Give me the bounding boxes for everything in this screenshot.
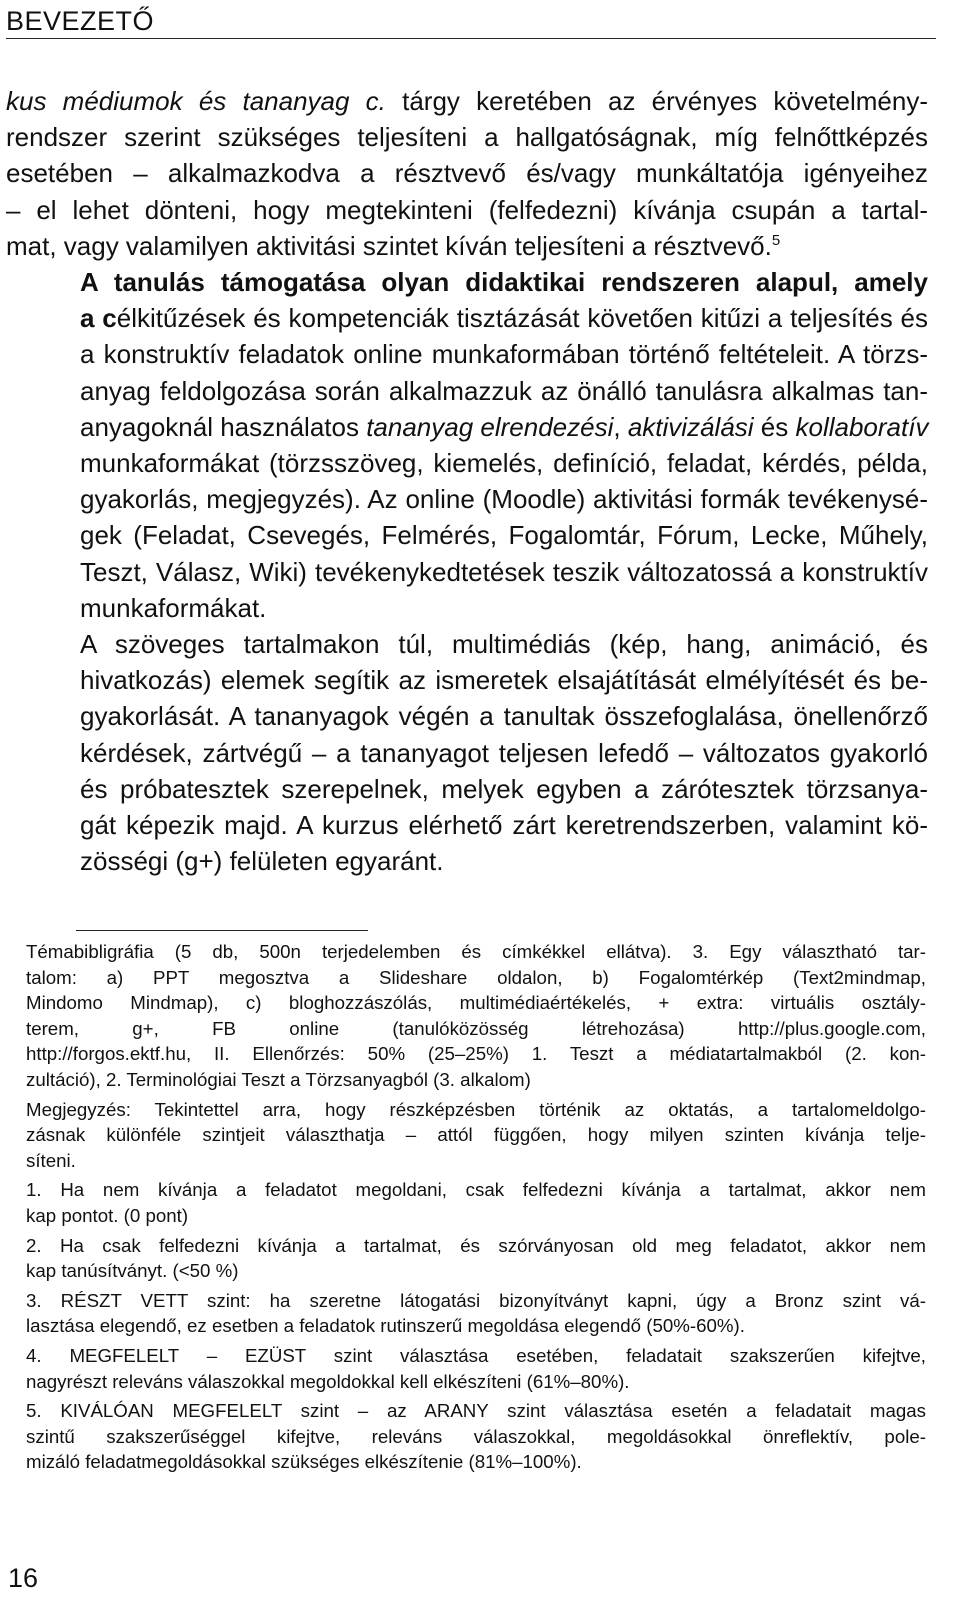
- text-line: a célkitűzések és kompetenciák tisztázását követően kitűzi a teljesítés és: [80, 303, 928, 334]
- text-line: esetében – alkalmazkodva a résztvevő és/vagy munkáltatója igényeihez: [6, 158, 928, 189]
- text-line: mat, vagy valamilyen aktivitási szintet kíván teljesíteni a résztvevő.$^5$: [6, 230, 781, 261]
- main-text: [6, 83, 928, 879]
- footnote-line: zultáció), 2. Terminológiai Teszt a Törzsanyagból (3. alkalom): [26, 1068, 531, 1090]
- footnote-line: 1. Ha nem kívánja a feladatot megoldani, csak felfedezni kívánja a tartalmat, akkor nem: [26, 1179, 926, 1201]
- text-line: Teszt, Válasz, Wiki) tevékenykedtetések teszik változatossá a konstruktív: [80, 556, 928, 587]
- footnote-line: kap tanúsítványt. (<50 %): [26, 1260, 239, 1282]
- footnote-level-item: [6, 1288, 926, 1339]
- text-line: – el lehet dönteni, hogy megtekinteni (felfedezni) kívánja csupán a tartal-: [6, 194, 928, 225]
- page-number: 16: [8, 1563, 39, 1593]
- text-line: anyag feldolgozása során alkalmazzuk az önálló tanulásra alkalmas tan-: [80, 375, 928, 406]
- paragraph-3: [6, 626, 928, 879]
- text-line: zösségi (g+) felületen egyaránt.: [80, 846, 444, 877]
- footnote-5: [6, 1097, 926, 1174]
- text-line: rendszer szerint szükséges teljesíteni a hallgatóságnak, míg felnőttképzés: [6, 122, 928, 153]
- footnote-line: mizáló feladatmegoldásokkal szükséges elkészítenie (81%–100%).: [26, 1451, 582, 1473]
- text-line: gyakorlását. A tananyagok végén a tanultak összefoglalása, önellenőrző: [80, 701, 928, 732]
- text-line: anyagoknál használatos tananyag elrendezési, aktivizálási és kollaboratív: [80, 411, 929, 442]
- text-line: kérdések, zártvégű – a tananyagot teljesen lefedő – változatos gyakorló: [80, 737, 928, 768]
- footnote-line: kap pontot. (0 pont): [26, 1204, 189, 1226]
- footnote-5-text: [26, 1097, 926, 1174]
- footnote-5-levels: [6, 1173, 926, 1475]
- footnote-line: 3. RÉSZT VETT szint: ha szeretne látogatási bizonyítványt kapni, úgy a Bronz szint vá-: [26, 1289, 926, 1311]
- footnote-level-item: [6, 1343, 926, 1394]
- footnote-line: szintű szakszerűséggel kifejtve, releváns válaszokkal, megoldásokkal önreflektív, pole-: [26, 1425, 926, 1447]
- text-line: A szöveges tartalmakon túl, multimédiás (kép, hang, animáció, és: [80, 629, 928, 660]
- footnote-line: Témabibligráfia (5 db, 500n terjedelemben és címkékkel ellátva). 3. Egy választható tar-: [26, 941, 926, 962]
- text-line: munkaformákat.: [80, 592, 267, 623]
- paragraph-2: [6, 264, 928, 626]
- footnote-separator: [76, 930, 368, 931]
- footnote-continued: [6, 939, 926, 1093]
- footnote-line: http://forgos.ektf.hu, II. Ellenőrzés: 50% (25–25%) 1. Teszt a médiatartalmakból (2. kon-: [26, 1043, 926, 1065]
- footnote-line: síteni.: [26, 1149, 76, 1171]
- footnote-line: 2. Ha csak felfedezni kívánja a tartalmat, és szórványosan old meg feladatot, akkor nem: [26, 1234, 926, 1256]
- footnote-line: nagyrészt releváns válaszokkal megoldokkal kell elkészíteni (61%–80%).: [26, 1370, 630, 1392]
- footnote-line: zásnak különféle szintjeit választhatja – attól függően, hogy milyen szinten kívánja telje-: [26, 1124, 926, 1146]
- footnote-level-item: [6, 1233, 926, 1284]
- footnote-line: terem, g+, FB online (tanulóközösség létrehozása) http://plus.google.com,: [26, 1017, 926, 1039]
- paragraph-1: [6, 83, 928, 264]
- text-line: gek (Feladat, Csevegés, Felmérés, Fogalomtár, Fórum, Lecke, Műhely,: [80, 520, 928, 551]
- text-line: gyakorlás, megjegyzés). Az online (Moodle) aktivitási formák tevékenysé-: [80, 484, 928, 515]
- footnote-line: 4. MEGFELELT – EZÜST szint választása esetében, feladatait szakszerűen kifejtve,: [26, 1344, 926, 1366]
- text-line: A tanulás támogatása olyan didaktikai rendszeren alapul, amely: [80, 267, 928, 298]
- footnote-level-item: [6, 1398, 926, 1475]
- text-line: kus médiumok és tananyag c. tárgy keretében az érvényes követelmény-: [6, 86, 928, 116]
- text-line: a konstruktív feladatok online munkaformában történő feltételeit. A törzs-: [80, 339, 928, 370]
- text-line: hivatkozás) elemek segítik az ismeretek elsajátítását elmélyítését és be-: [80, 665, 928, 696]
- running-header: [6, 0, 936, 39]
- footnote-level-item: [6, 1177, 926, 1228]
- header-title: BEVEZETŐ: [6, 6, 155, 36]
- text-line: munkaformákat (törzsszöveg, kiemelés, definíció, feladat, kérdés, példa,: [80, 448, 928, 479]
- footnote-line: Mindomo Mindmap), c) bloghozzászólás, multimédiaértékelés, + extra: virtuális osztály-: [26, 992, 926, 1014]
- footnote-line: talom: a) PPT megosztva a Slideshare oldalon, b) Fogalomtérkép (Text2mindmap,: [26, 966, 926, 988]
- footnote-line: 5. KIVÁLÓAN MEGFELELT szint – az ARANY szint választása esetén a feladatait magas: [26, 1400, 926, 1422]
- text-line: gát képezik majd. A kurzus elérhető zárt keretrendszerben, valamint kö-: [80, 810, 928, 841]
- text-line: és próbatesztek szerepelnek, melyek egyben a zárótesztek törzsanya-: [80, 773, 928, 804]
- footnotes: [6, 939, 926, 1475]
- footnote-line: lasztása elegendő, ez esetben a feladatok rutinszerű megoldása elegendő (50%-60%).: [26, 1315, 745, 1337]
- footnote-line: Megjegyzés: Tekintettel arra, hogy részképzésben történik az oktatás, a tartalomeldolgo-: [26, 1098, 926, 1120]
